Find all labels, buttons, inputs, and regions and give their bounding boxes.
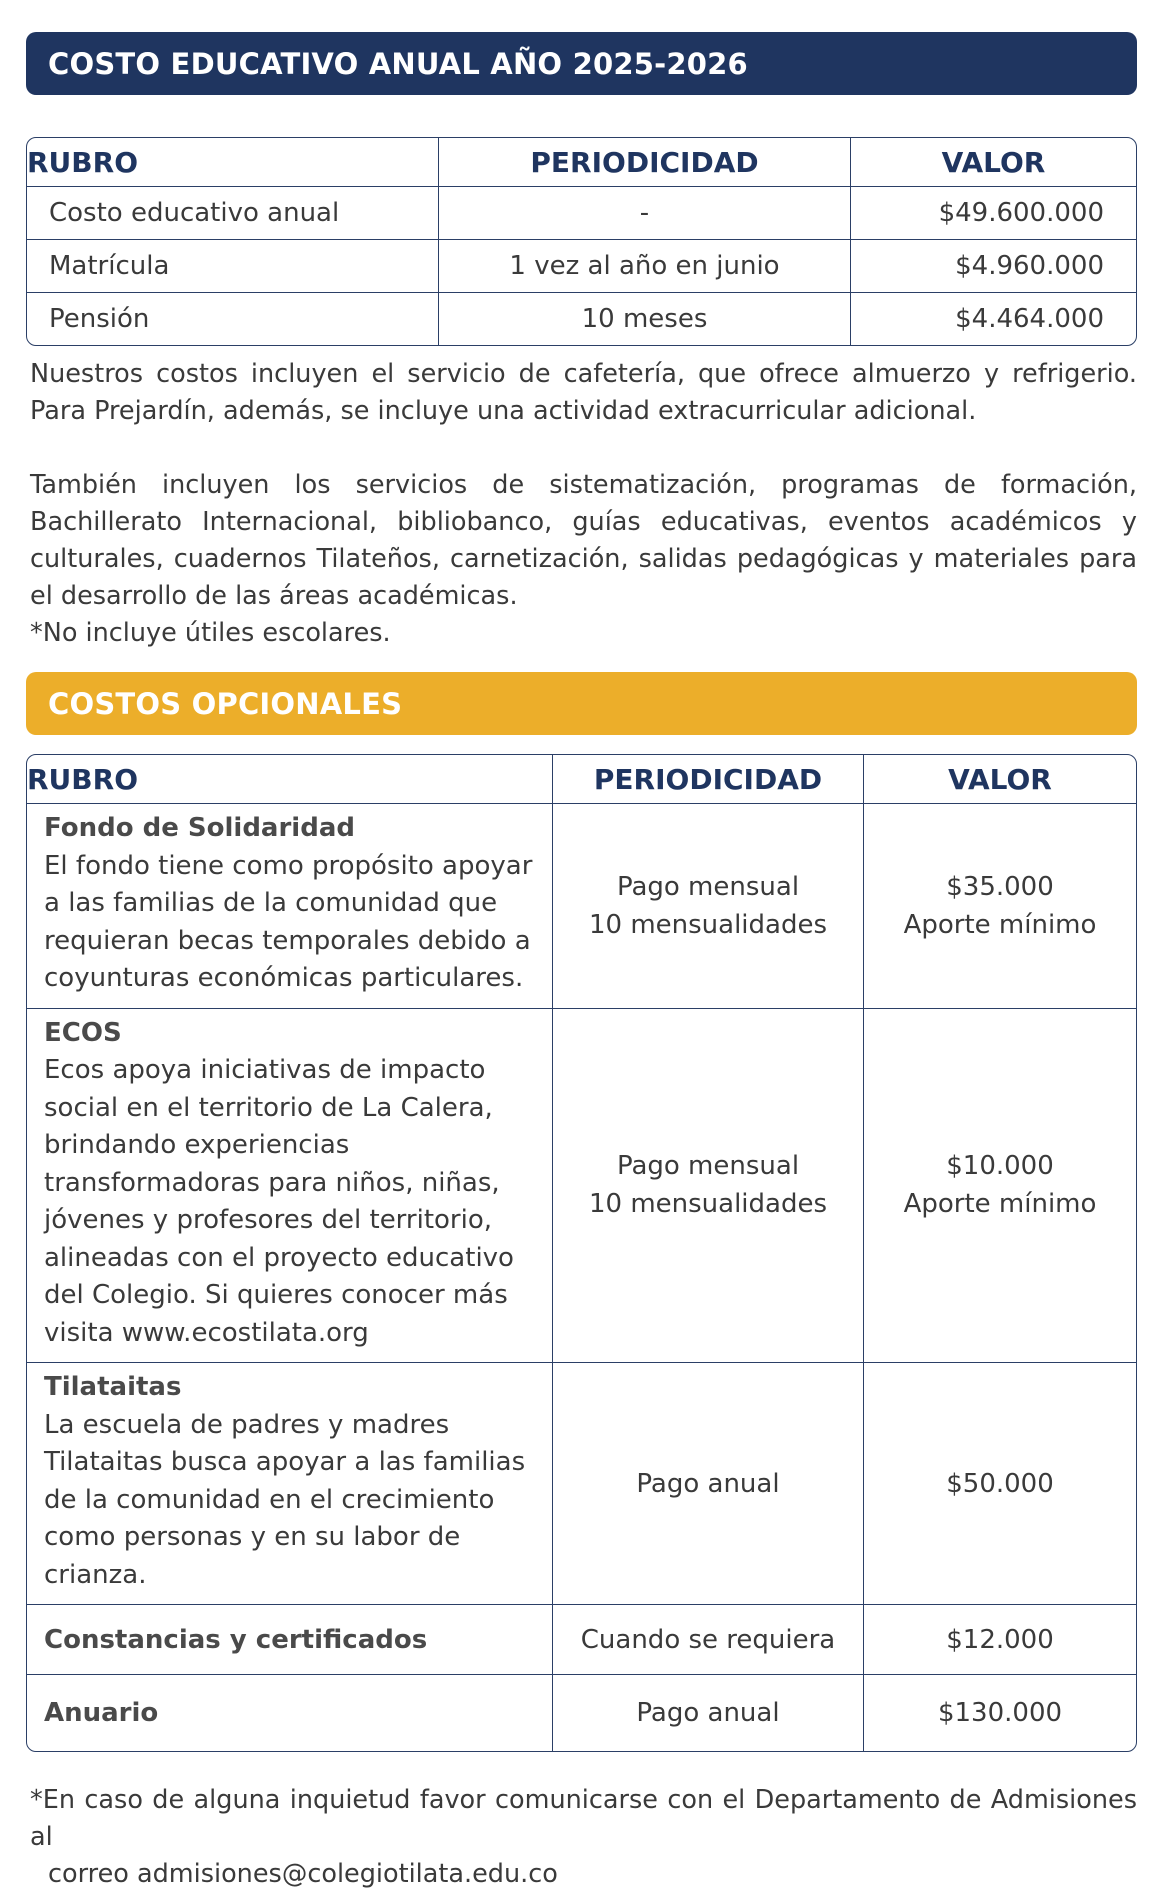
note-cafeteria: Nuestros costos incluyen el servicio de cafetería, que ofrece almuerzo y refrigerio. Para Prejardín, además, se incluye una actividad extracurricular adicional.: [30, 359, 1137, 426]
costo-educativo-table: [26, 137, 1137, 346]
cell-rubro: Anuario: [27, 1675, 553, 1751]
section-title-costo-educativo: COSTO EDUCATIVO ANUAL AÑO 2025-2026: [26, 32, 1137, 95]
rubro-title: Fondo de Solidaridad: [44, 813, 355, 843]
table-row-ecos: [27, 1009, 1136, 1364]
rubro-description: Ecos apoya iniciativas de impacto social en el territorio de La Calera, brindando experiencias transformadoras para niños, niñas, jóvenes y profesores del territorio, alineadas con el proyecto educativo del Colegio. Si quieres conocer más visita www.ecostilata.org: [44, 1055, 514, 1348]
valor-amount: $130.000: [937, 1698, 1063, 1728]
note-utiles: *No incluye útiles escolares.: [30, 618, 391, 648]
rubro-title: Tilataitas: [44, 1372, 182, 1402]
table-row-constancias: [27, 1605, 1136, 1675]
table-row-fondo-solidaridad: [27, 804, 1136, 1009]
cell-valor: [864, 1675, 1136, 1751]
header-periodicidad: PERIODICIDAD: [553, 755, 864, 804]
cell-rubro: Pensión: [27, 293, 439, 345]
note-servicios: También incluyen los servicios de sistematización, programas de formación, Bachillerato Internacional, bibliobanco, guías educativas, eventos académicos y culturales, cuadernos Tilateños, carnetización, salidas pedagógicas y materiales para el desarrollo de las áreas académicas.: [30, 470, 1137, 611]
cell-periodicidad: [553, 1605, 864, 1675]
header-valor: VALOR: [851, 138, 1136, 187]
periodicidad-line: Pago mensual: [616, 1151, 800, 1182]
table-row-anuario: [27, 1675, 1136, 1751]
table-row: [27, 293, 1136, 345]
header-valor: VALOR: [864, 755, 1136, 804]
cell-periodicidad: [553, 1675, 864, 1751]
table-row-tilataitas: [27, 1363, 1136, 1605]
header-rubro: RUBRO: [27, 755, 553, 804]
cell-periodicidad: [553, 1363, 864, 1605]
cell-periodicidad: -: [439, 187, 851, 240]
rubro-title: ECOS: [44, 1017, 122, 1048]
valor-amount: $12.000: [946, 1624, 1054, 1655]
header-periodicidad: PERIODICIDAD: [439, 138, 851, 187]
cell-periodicidad: 1 vez al año en junio: [439, 240, 851, 293]
cell-valor: $49.600.000: [851, 187, 1136, 240]
valor-amount: $50.000: [946, 1468, 1054, 1499]
rubro-description: El fondo tiene como propósito apoyar a las familias de la comunidad que requieran becas temporales debido a coyunturas económicas particulares.: [44, 850, 533, 993]
rubro-description: La escuela de padres y madres Tilataitas busca apoyar a las familias de la comunidad en el crecimiento como personas y en su labor de crianza.: [44, 1409, 526, 1590]
header-rubro: RUBRO: [27, 138, 439, 187]
valor-note: Aporte mínimo: [903, 1189, 1097, 1220]
periodicidad-line: Pago anual: [636, 1468, 780, 1499]
cell-rubro: Matrícula: [27, 240, 439, 293]
footnote-email[interactable]: correo admisiones@colegiotilata.edu.co: [48, 1859, 558, 1889]
periodicidad-line: Pago mensual: [616, 871, 800, 902]
periodicidad-line: 10 mensualidades: [588, 1189, 828, 1220]
cell-rubro: Constancias y certificados: [27, 1605, 553, 1675]
table-row: [27, 187, 1136, 240]
periodicidad-line: Cuando se requiera: [580, 1624, 836, 1655]
periodicidad-line: Pago anual: [636, 1698, 780, 1728]
cell-rubro: Costo educativo anual: [27, 187, 439, 240]
cell-rubro: [27, 804, 553, 1009]
cell-valor: $4.464.000: [955, 304, 1104, 334]
footnote-contacto: [26, 1782, 1137, 1893]
table-header-row: [27, 755, 1136, 804]
cell-valor: $4.960.000: [851, 240, 1136, 293]
table-header-row: [27, 138, 1136, 187]
valor-amount: $10.000: [946, 1151, 1054, 1182]
cell-periodicidad: 10 meses: [439, 293, 851, 345]
valor-amount: $35.000: [946, 871, 1054, 902]
valor-note: Aporte mínimo: [903, 909, 1097, 940]
table-row: [27, 240, 1136, 293]
cell-valor: [864, 1605, 1136, 1675]
cell-rubro: [27, 1009, 553, 1364]
cell-periodicidad: [553, 1009, 864, 1364]
cell-valor: [864, 1009, 1136, 1364]
cell-valor: [864, 1363, 1136, 1605]
cell-rubro: [27, 1363, 553, 1605]
cell-periodicidad: [553, 804, 864, 1009]
cell-valor: [864, 804, 1136, 1009]
footnote-line-1: *En caso de alguna inquietud favor comunicarse con el Departamento de Admisiones al: [30, 1785, 1137, 1852]
costos-opcionales-table: [26, 754, 1137, 1752]
page: [26, 32, 1137, 1893]
section-title-costos-opcionales: COSTOS OPCIONALES: [26, 672, 1137, 735]
periodicidad-line: 10 mensualidades: [588, 909, 828, 940]
